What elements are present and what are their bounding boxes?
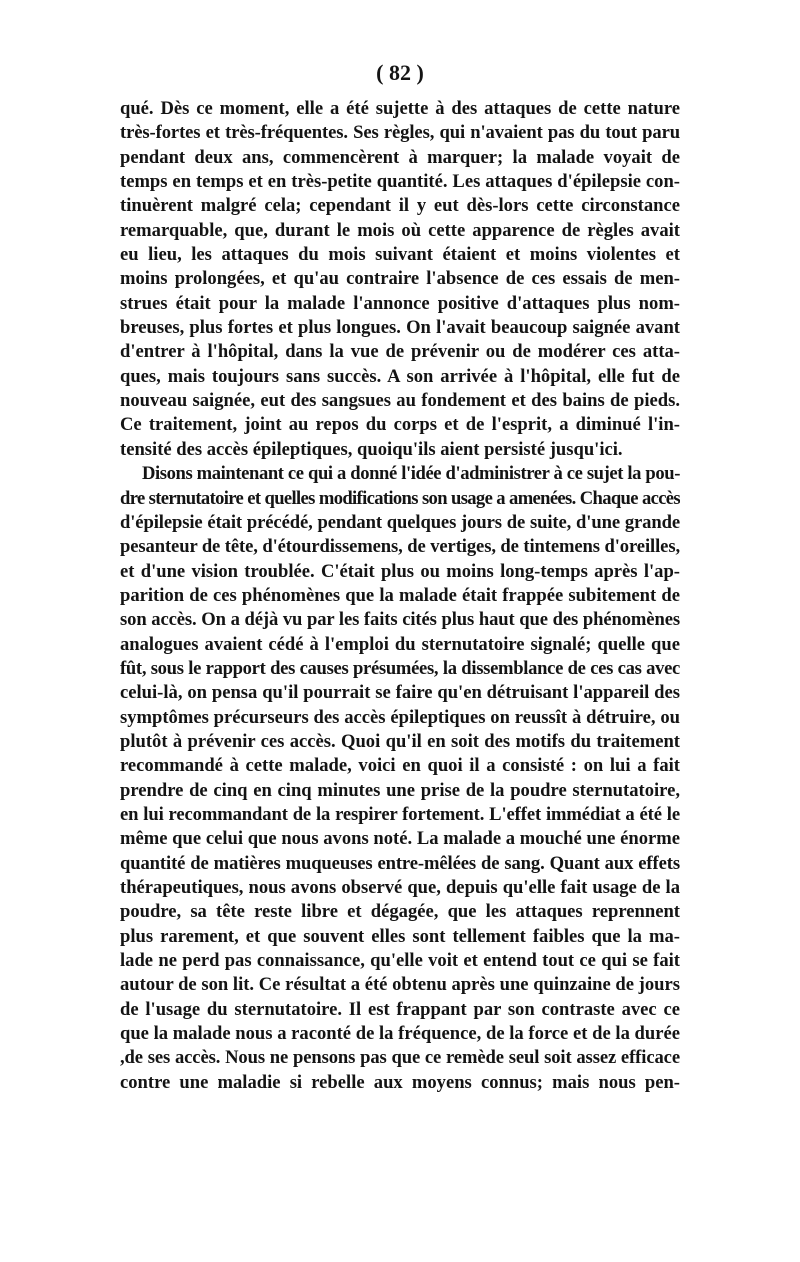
text-line: nouveau saignée, eut des sangsues au fondement et des bains de pieds. [120, 390, 680, 412]
text-line: analogues avaient cédé à l'emploi du sternutatoire signalé; quelle que [120, 633, 680, 655]
text-line: lade ne perd pas connaissance, qu'elle voit et entend tout ce qui se fait [120, 950, 680, 972]
text-line: breuses, plus fortes et plus longues. On l'avait beaucoup saignée avant [120, 317, 680, 339]
text-line: son accès. On a déjà vu par les faits cités plus haut que des phénomènes [120, 609, 680, 631]
text-line: symptômes précurseurs des accès épileptiques on reussît à détruire, ou [120, 706, 680, 728]
text-line: d'entrer à l'hôpital, dans la vue de prévenir ou de modérer ces atta- [120, 341, 680, 363]
text-line: pesanteur de tête, d'étourdissemens, de vertiges, de tintemens d'oreilles, [120, 536, 680, 558]
text-line: qué. Dès ce moment, elle a été sujette à des attaques de cette nature [120, 98, 680, 119]
text-line: dre sternutatoire et quelles modifications son usage a amenées. Chaque accès [120, 487, 680, 509]
text-line: plutôt à prévenir ces accès. Quoi qu'il en soit des motifs du traitement [120, 730, 680, 752]
text-line: recommandé à cette malade, voici en quoi il a consisté : on lui a fait [120, 755, 680, 777]
text-line: pendant deux ans, commencèrent à marquer; la malade voyait de [120, 146, 680, 168]
text-line: autour de son lit. Ce résultat a été obtenu après une quinzaine de jours [120, 974, 680, 996]
text-line: thérapeutiques, nous avons observé que, depuis qu'elle fait usage de la [120, 877, 680, 898]
text-line: plus rarement, et que souvent elles sont tellement faibles que la ma- [120, 925, 680, 947]
text-line: tinuèrent malgré cela; cependant il y eut dès-lors cette circonstance [120, 195, 680, 217]
page-number: ( 82 ) [376, 60, 424, 85]
body-text [120, 97, 680, 1095]
text-line: en lui recommandant de la respirer fortement. L'effet immédiat a été le [120, 803, 680, 825]
text-line: moins prolongées, et qu'au contraire l'absence de ces essais de men- [120, 268, 680, 290]
text-line: fût, sous le rapport des causes présumées, la dissemblance de ces cas avec [120, 657, 680, 679]
text-line-paragraph-end: tensité des accès épileptiques, quoiqu'ils aient persisté jusqu'ici. [120, 438, 623, 460]
text-line: très-fortes et très-fréquentes. Ses règles, qui n'avaient pas du tout paru [120, 122, 680, 144]
text-line: strues était pour la malade l'annonce positive d'attaques plus nom- [120, 292, 680, 314]
text-line: remarquable, que, durant le mois où cette apparence de règles avait [120, 219, 680, 241]
text-line-paragraph-start: Disons maintenant ce qui a donné l'idée d'administrer à ce sujet la pou- [142, 463, 680, 485]
text-line: ,de ses accès. Nous ne pensons pas que ce remède seul soit assez efficace [120, 1047, 680, 1069]
text-line: Ce traitement, joint au repos du corps et de l'esprit, a diminué l'in- [120, 414, 680, 436]
text-line: poudre, sa tête reste libre et dégagée, que les attaques reprennent [120, 901, 680, 923]
text-line: que la malade nous a raconté de la fréquence, de la force et de la durée [120, 1023, 680, 1045]
text-line: parition de ces phénomènes que la malade était frappée subitement de [120, 584, 680, 606]
text-line: temps en temps et en très-petite quantité. Les attaques d'épilepsie con- [120, 171, 680, 193]
text-line: contre une maladie si rebelle aux moyens connus; mais nous pen- [120, 1071, 680, 1093]
text-line: prendre de cinq en cinq minutes une prise de la poudre sternutatoire, [120, 779, 680, 801]
text-line: de l'usage du sternutatoire. Il est frappant par son contraste avec ce [120, 998, 680, 1020]
text-line: eu lieu, les attaques du mois suivant étaient et moins violentes et [120, 244, 680, 266]
text-line: et d'une vision troublée. C'était plus ou moins long-temps après l'ap- [120, 560, 680, 582]
text-line: quantité de matières muqueuses entre-mêlées de sang. Quant aux effets [120, 852, 680, 874]
text-line: ques, mais toujours sans succès. A son arrivée à l'hôpital, elle fut de [120, 365, 680, 387]
text-line: même que celui que nous avons noté. La malade a mouché une énorme [120, 828, 680, 850]
text-line: d'épilepsie était précédé, pendant quelques jours de suite, d'une grande [120, 511, 680, 533]
text-line: celui-là, on pensa qu'il pourrait se faire qu'en détruisant l'appareil des [120, 682, 680, 704]
